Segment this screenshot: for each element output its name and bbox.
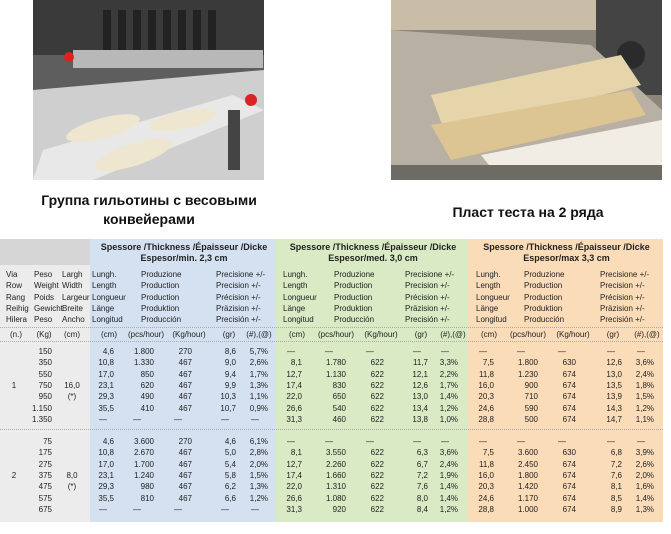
group2-weight: 575 [38, 493, 52, 503]
group2-t1-pct: — [251, 504, 259, 514]
group2-t2-pcs: 1.310 [325, 482, 346, 492]
group1-t2-length: 8,1 [290, 358, 302, 368]
production-table [0, 239, 663, 522]
group1-width-note: (*) [67, 392, 77, 402]
group2-t2-kg: 622 [370, 459, 384, 469]
group2-t2-pcs: 1.080 [325, 493, 346, 503]
group1-row-count: 1 [11, 380, 17, 390]
group1-t1-gr: 9,9 [224, 380, 236, 390]
group2-t3-kg: — [558, 437, 566, 446]
group1-t3-length: 20,3 [478, 392, 494, 402]
group2-t2-pct: 1,9% [439, 470, 458, 480]
group1-t2-length: 26,6 [286, 403, 302, 413]
group1-t3-pcs: 500 [524, 414, 538, 424]
group1-t3-pcs: 1.800 [517, 358, 538, 368]
group1-t2-gr: 13,0 [412, 392, 428, 402]
unit-2-2: (Kg/hour) [364, 330, 398, 339]
group1-t1-kg: 467 [178, 392, 192, 402]
group1-weight: 1.150 [31, 403, 52, 413]
group2-t1-gr: 4,6 [224, 437, 236, 446]
unit-1-0: (cm) [101, 330, 117, 339]
group1-t3-length: 11,8 [479, 369, 494, 379]
group1-t1-kg: 467 [178, 358, 192, 368]
group2-t3-length: — [479, 437, 487, 446]
group2-t1-kg: 467 [178, 493, 192, 503]
group1-t1-pcs: 490 [140, 392, 154, 402]
group2-t3-pcs: 1.800 [517, 470, 538, 480]
group2-t2-gr: — [413, 437, 421, 446]
group2-t1-pct: 6,1% [249, 437, 268, 446]
group1-t1-length: 17,0 [98, 369, 114, 379]
group1-t2-length: 31,3 [286, 414, 302, 424]
group1-t2-gr: — [413, 347, 421, 356]
group1-t3-pcs: 1.230 [517, 369, 538, 379]
group1-t2-pct: 1,0% [439, 414, 458, 424]
group1-t3-kg: — [558, 347, 566, 356]
group1-weight: 1.350 [31, 414, 52, 424]
group1-t2-pct: 1,7% [439, 380, 458, 390]
group2-t3-pct: — [637, 437, 645, 446]
group2-t1-kg: 467 [178, 448, 192, 458]
group1-t3-pct: — [637, 347, 645, 356]
group2-t1-kg: 467 [178, 482, 192, 492]
group2-t3-kg: 674 [562, 493, 576, 503]
group2-t1-length: 23,1 [98, 470, 114, 480]
length-label-stack-3: Lungh. Length Longueur Länge Longitud [476, 270, 510, 325]
group2-t1-pcs: 1.700 [133, 459, 154, 469]
group2-t2-pcs: 1.660 [325, 470, 346, 480]
group2-t2-pct: 1,4% [439, 493, 458, 503]
group1-t1-kg: 270 [178, 347, 192, 356]
group2-t2-length: 22,0 [286, 482, 302, 492]
group1-t2-gr: 13,4 [412, 403, 428, 413]
group2-t2-length: 8,1 [290, 448, 302, 458]
group2-t1-length: 17,0 [98, 459, 114, 469]
unit-1-3: (gr) [222, 330, 236, 339]
group1-t1-length: 29,3 [98, 392, 114, 402]
group1-t3-kg: 674 [562, 380, 576, 390]
group1-t1-gr: 10,3 [220, 392, 236, 402]
group1-weight: 550 [38, 369, 52, 379]
group1-width: 16,0 [64, 380, 80, 390]
units-divider [0, 341, 663, 342]
group2-t1-pct: 1,3% [249, 482, 268, 492]
group2-weight: 675 [38, 504, 52, 514]
left-header-band [0, 239, 90, 265]
width-label-stack: Largh Width Largeur Breite Ancho [62, 270, 90, 325]
group2-t1-pcs: 2.670 [133, 448, 154, 458]
group2-t2-kg: 622 [370, 448, 384, 458]
group1-t2-pcs: 650 [332, 392, 346, 402]
group2-t1-gr: 5,8 [224, 470, 236, 480]
group1-t3-length: 7,5 [482, 358, 494, 368]
group2-t3-kg: 674 [562, 459, 576, 469]
group1-weight: 950 [38, 392, 52, 402]
group2-weight: 75 [43, 437, 52, 446]
unit-3-1: (pcs/hour) [510, 330, 547, 339]
group1-t2-length: 17,4 [286, 380, 302, 390]
group1-t3-kg: 674 [562, 403, 576, 413]
group2-t2-kg: 622 [370, 493, 384, 503]
group1-t1-kg: — [174, 414, 182, 424]
group1-t2-pcs: 1.780 [325, 358, 346, 368]
group2-t2-gr: 6,7 [416, 459, 428, 469]
group1-t3-gr: 14,7 [606, 414, 622, 424]
group2-t2-pcs: — [325, 437, 333, 446]
group2-t3-gr: — [607, 437, 615, 446]
group1-t2-kg: 622 [370, 358, 384, 368]
group2-t3-gr: 8,1 [610, 482, 622, 492]
group1-t3-length: 16,0 [478, 380, 494, 390]
row-label-stack: Via Row Rang Reihig Hilera [6, 270, 29, 325]
group2-t2-length: — [287, 437, 295, 446]
group2-t1-pcs: 1.240 [133, 470, 154, 480]
group1-t2-kg: 622 [370, 403, 384, 413]
group2-t2-pct: 2,4% [439, 459, 458, 469]
group1-t1-pct: 1,7% [249, 369, 268, 379]
group1-t3-pct: 1,2% [635, 403, 654, 413]
group1-t2-length: 12,7 [286, 369, 302, 379]
group1-t2-kg: 622 [370, 369, 384, 379]
group1-t1-pct: 5,7% [249, 347, 268, 356]
unit-2-1: (pcs/hour) [318, 330, 355, 339]
group2-t2-pct: 3,6% [439, 448, 458, 458]
group2-t1-kg: 467 [178, 459, 192, 469]
group2-weight: 275 [38, 459, 52, 469]
group1-t1-gr: 8,6 [224, 347, 236, 356]
group1-t1-pcs: 1.330 [133, 358, 154, 368]
group2-t2-gr: 8,4 [416, 504, 428, 514]
group1-t1-pct: — [251, 414, 259, 424]
group2-t1-gr: 5,0 [224, 448, 236, 458]
group2-weight: 175 [38, 448, 52, 458]
precision-label-stack-2: Precisione +/- Precision +/- Précision +/- Präzision +/- Precisión +/- [405, 270, 455, 325]
group1-t3-pcs: 590 [524, 403, 538, 413]
group1-t3-kg: 674 [562, 369, 576, 379]
unit-3-0: (cm) [481, 330, 497, 339]
group2-t3-pct: 1,6% [635, 482, 654, 492]
group2-t3-pct: 1,4% [635, 493, 654, 503]
group1-t3-pcs: — [517, 347, 525, 356]
group1-t1-pct: 0,9% [249, 403, 268, 413]
group1-t1-length: 35,5 [98, 403, 114, 413]
group2-t1-gr: 5,4 [224, 459, 236, 469]
group1-t2-length: — [287, 347, 295, 356]
group2-t1-length: 35,5 [98, 493, 114, 503]
group2-t3-pct: 3,9% [635, 448, 654, 458]
group2-t3-length: 7,5 [482, 448, 494, 458]
group1-t3-gr: — [607, 347, 615, 356]
group1-t2-pct: 1,4% [439, 392, 458, 402]
group1-t2-kg: 622 [370, 392, 384, 402]
group2-t1-gr: 6,2 [224, 482, 236, 492]
group1-t1-kg: 467 [178, 369, 192, 379]
unit-3-3: (gr) [606, 330, 620, 339]
unit-1-1: (pcs/hour) [128, 330, 165, 339]
group1-t2-pct: 1,2% [439, 403, 458, 413]
unit-row-count: (n.) [10, 330, 22, 339]
group1-t3-pcs: 900 [524, 380, 538, 390]
group1-t2-pcs: 460 [332, 414, 346, 424]
group2-t1-length: 4,6 [102, 437, 114, 446]
group1-t1-pcs: 620 [140, 380, 154, 390]
group2-t1-kg: 270 [178, 437, 192, 446]
group1-t1-gr: 10,7 [220, 403, 236, 413]
group1-t3-kg: 630 [562, 358, 576, 368]
group2-t3-length: 20,3 [478, 482, 494, 492]
unit-2-0: (cm) [289, 330, 305, 339]
group2-t2-gr: 6,3 [416, 448, 428, 458]
production-label-stack-3: Produzione Production Production Produktion Producción [524, 270, 565, 325]
group1-t1-gr: — [221, 414, 229, 424]
group2-weight: 375 [38, 470, 52, 480]
group2-t1-pct: 2,0% [249, 459, 268, 469]
group2-t2-length: 31,3 [286, 504, 302, 514]
group2-t3-pct: 2,0% [635, 470, 654, 480]
group1-t2-pct: — [441, 347, 449, 356]
group2-t2-pct: 1,2% [439, 504, 458, 514]
unit-weight: (Kg) [36, 330, 52, 339]
group2-t2-gr: 8,0 [416, 493, 428, 503]
group2-t2-gr: 7,2 [416, 470, 428, 480]
group1-t2-kg: 622 [370, 380, 384, 390]
group1-t2-pcs: 830 [332, 380, 346, 390]
group2-t3-length: 11,8 [479, 459, 494, 469]
group2-t2-pcs: 2.260 [325, 459, 346, 469]
group2-t2-pct: — [441, 437, 449, 446]
group1-t3-gr: 14,3 [606, 403, 622, 413]
group1-t3-pct: 1,5% [635, 392, 654, 402]
group2-t3-gr: 7,6 [610, 470, 622, 480]
precision-label-stack-1: Precisione +/- Precision +/- Précision +/- Präzision +/- Precisión +/- [216, 270, 266, 325]
group1-t1-gr: 9,0 [224, 358, 236, 368]
group1-weight: 750 [38, 380, 52, 390]
group1-t2-pcs: 540 [332, 403, 346, 413]
group2-t1-pcs: 810 [140, 493, 154, 503]
group1-t1-length: 10,8 [98, 358, 114, 368]
group2-t2-kg: 622 [370, 470, 384, 480]
group2-t1-gr: — [221, 504, 229, 514]
group2-width-note: (*) [67, 482, 77, 492]
group2-t2-gr: 7,6 [416, 482, 428, 492]
group1-t3-pct: 3,6% [635, 358, 654, 368]
group2-t2-pct: 1,4% [439, 482, 458, 492]
group1-t3-kg: 674 [562, 392, 576, 402]
group1-t1-gr: 9,4 [224, 369, 236, 379]
group2-t2-pcs: 920 [332, 504, 346, 514]
group2-t3-gr: 6,8 [610, 448, 622, 458]
group1-t1-pct: 1,1% [249, 392, 268, 402]
length-label-stack-2: Lungh. Length Longueur Länge Longitud [283, 270, 317, 325]
group1-t3-gr: 12,6 [606, 358, 622, 368]
group2-t3-pct: 1,3% [635, 504, 654, 514]
unit-2-3: (gr) [414, 330, 428, 339]
group1-t2-pcs: 1.130 [325, 369, 346, 379]
guillotine-photo [33, 0, 264, 180]
group2-t1-kg: — [174, 504, 182, 514]
group1-t2-pct: 3,3% [439, 358, 458, 368]
group2-t1-pct: 1,2% [249, 493, 268, 503]
weight-label-stack: Peso Weight Poids Gewicht Peso [34, 270, 63, 325]
group1-t2-pcs: — [325, 347, 333, 356]
group1-t1-length: 23,1 [98, 380, 114, 390]
group2-t3-length: 16,0 [478, 470, 494, 480]
group2-t3-pct: 2,6% [635, 459, 654, 469]
group1-t1-length: — [99, 414, 107, 424]
caption-guillotine: Группа гильотины с весовыми конвейерами [41, 192, 257, 227]
production-label-stack-2: Produzione Production Production Produktion Producción [334, 270, 375, 325]
group2-row-count: 2 [11, 470, 17, 480]
group1-t1-pcs: 850 [140, 369, 154, 379]
group2-t3-gr: 8,5 [610, 493, 622, 503]
group2-t3-pcs: — [517, 437, 525, 446]
group1-t3-length: 28,8 [478, 414, 494, 424]
group2-t3-pcs: 2.450 [517, 459, 538, 469]
group1-weight: 150 [38, 347, 52, 356]
group1-t3-pct: 1,1% [635, 414, 654, 424]
group2-t2-length: 26,6 [286, 493, 302, 503]
group1-t1-length: 4,6 [102, 347, 114, 356]
group1-t3-length: 24,6 [478, 403, 494, 413]
group2-t2-kg: 622 [370, 482, 384, 492]
thickness-header-max: Spessore /Thickness /Épaisseur /Dicke Espesor/max 3,3 cm [483, 242, 650, 263]
group1-t2-gr: 11,7 [413, 358, 428, 368]
group1-t1-kg: 467 [178, 380, 192, 390]
group2-t3-pcs: 1.000 [517, 504, 538, 514]
length-label-stack-1: Lungh. Length Longueur Länge Longitud [92, 270, 126, 325]
group1-t2-kg: 622 [370, 414, 384, 424]
group2-t3-kg: 674 [562, 470, 576, 480]
group2-t1-length: 29,3 [98, 482, 114, 492]
group2-t3-length: 28,8 [478, 504, 494, 514]
group1-t2-gr: 13,8 [412, 414, 428, 424]
group1-t3-length: — [479, 347, 487, 356]
group1-t2-length: 22,0 [286, 392, 302, 402]
group2-t3-length: 24,6 [478, 493, 494, 503]
unit-3-4: (#),(@) [634, 330, 660, 339]
group1-t2-kg: — [366, 347, 374, 356]
unit-3-2: (Kg/hour) [556, 330, 590, 339]
unit-1-2: (Kg/hour) [172, 330, 206, 339]
group1-t3-pct: 1,8% [635, 380, 654, 390]
group2-t1-pcs: 3.600 [133, 437, 154, 446]
group1-t1-pcs: — [133, 414, 141, 424]
production-label-stack-1: Produzione Production Production Produktion Producción [141, 270, 182, 325]
group2-t2-length: 12,7 [286, 459, 302, 469]
group2-weight: 475 [38, 482, 52, 492]
group1-t1-pct: 1,3% [249, 380, 268, 390]
group1-t3-kg: 674 [562, 414, 576, 424]
group2-t2-pcs: 3.550 [325, 448, 346, 458]
group2-t3-kg: 674 [562, 504, 576, 514]
group2-t1-pct: 1,5% [249, 470, 268, 480]
group2-t3-gr: 8,9 [610, 504, 622, 514]
group1-t3-pct: 2,4% [635, 369, 654, 379]
dough-sheet-photo [391, 0, 662, 180]
header-divider [0, 327, 663, 328]
group2-t2-length: 17,4 [286, 470, 302, 480]
group1-t2-gr: 12,1 [412, 369, 428, 379]
unit-width: (cm) [64, 330, 80, 339]
group1-t2-pct: 2,2% [439, 369, 458, 379]
unit-1-4: (#),(@) [246, 330, 272, 339]
group-divider [0, 429, 663, 430]
group2-t1-pct: 2,8% [249, 448, 268, 458]
group1-t1-kg: 467 [178, 403, 192, 413]
group2-t2-kg: — [366, 437, 374, 446]
group1-t2-gr: 12,6 [412, 380, 428, 390]
group2-t3-kg: 630 [562, 448, 576, 458]
group2-t2-kg: 622 [370, 504, 384, 514]
precision-label-stack-3: Precisione +/- Precision +/- Précision +/- Präzision +/- Precisión +/- [600, 270, 650, 325]
group2-t3-kg: 674 [562, 482, 576, 492]
group1-t3-gr: 13,9 [606, 392, 622, 402]
group2-t3-pcs: 1.420 [517, 482, 538, 492]
group1-t3-gr: 13,5 [606, 380, 622, 390]
group1-weight: 350 [38, 358, 52, 368]
group2-t1-pcs: 980 [140, 482, 154, 492]
thickness-header-med: Spessore /Thickness /Épaisseur /Dicke Espesor/med. 3,0 cm [289, 242, 457, 263]
group2-t3-pcs: 1.170 [517, 493, 538, 503]
group2-width: 8,0 [66, 470, 78, 480]
group2-t1-pcs: — [133, 504, 141, 514]
group2-t3-pcs: 3.600 [517, 448, 538, 458]
group1-t1-pcs: 1.800 [133, 347, 154, 356]
group1-t1-pct: 2,6% [249, 358, 268, 368]
group2-t1-gr: 6,6 [224, 493, 236, 503]
group2-t1-kg: 467 [178, 470, 192, 480]
unit-2-4: (#),(@) [440, 330, 466, 339]
group2-t3-gr: 7,2 [610, 459, 622, 469]
caption-dough-sheet: Пласт теста на 2 ряда [452, 204, 604, 220]
group1-t3-pcs: 710 [524, 392, 538, 402]
group2-t1-length: 10,8 [98, 448, 114, 458]
group1-t3-gr: 13,0 [606, 369, 622, 379]
group1-t1-pcs: 410 [140, 403, 154, 413]
thickness-header-min: Spessore /Thickness /Épaisseur /Dicke Espesor/min. 2,3 cm [100, 242, 268, 263]
group2-t1-length: — [99, 504, 107, 514]
